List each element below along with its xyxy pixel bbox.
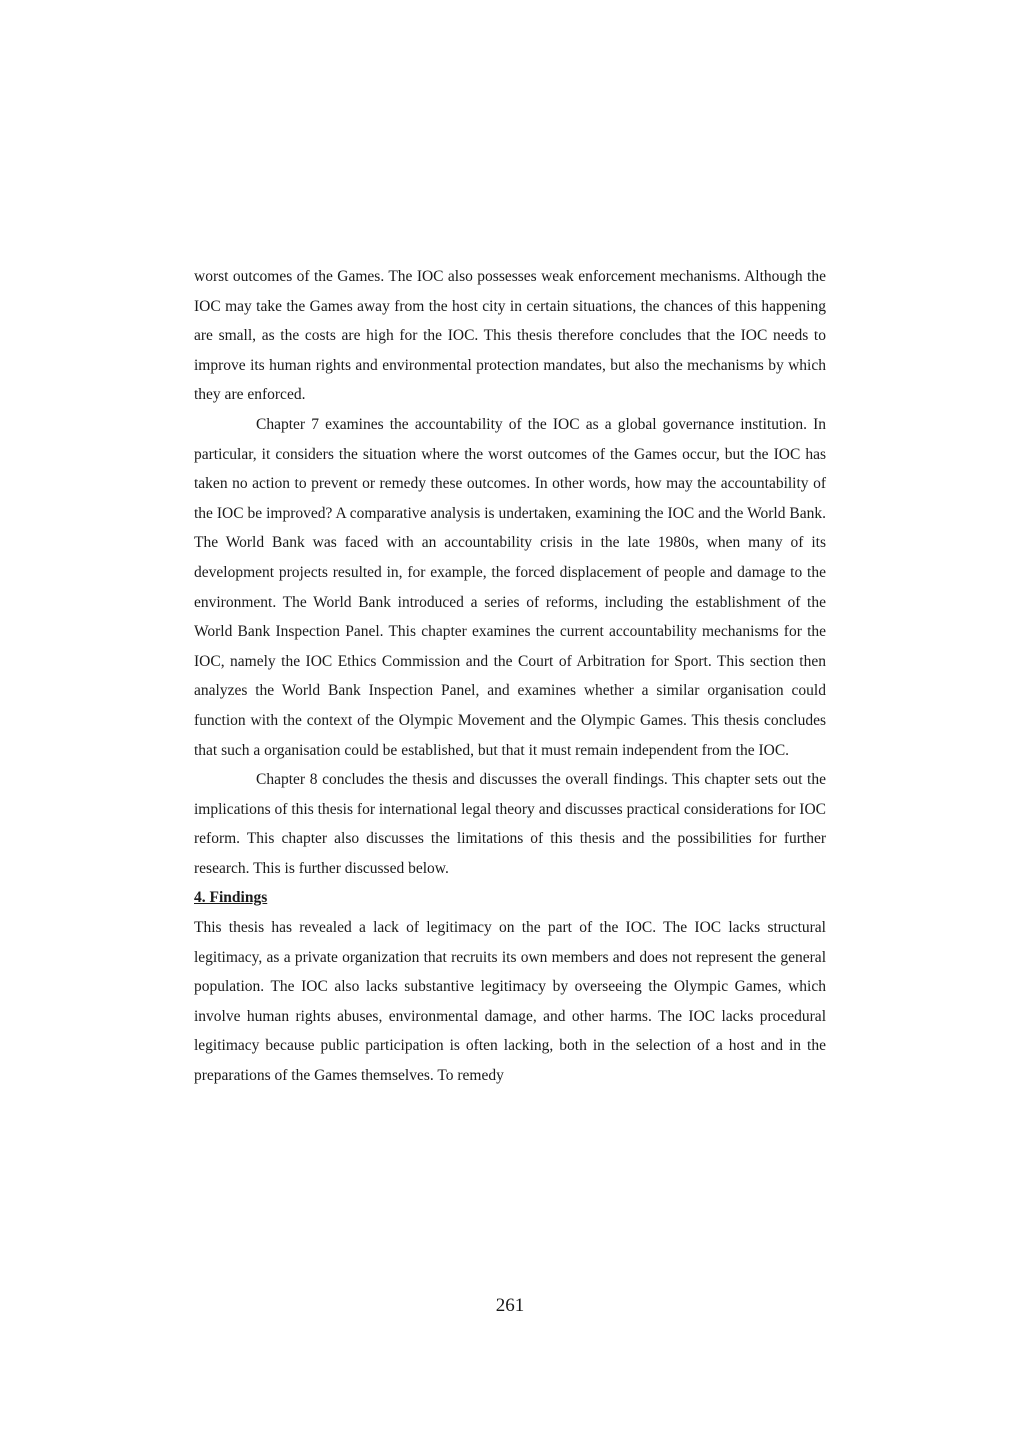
paragraph-enforcement: worst outcomes of the Games. The IOC also possesses weak enforcement mechanisms. Although the IOC may take the Games away from the host city in certain situations, the chances of this happening are small, as the costs are high for the IOC. This thesis therefore concludes that the IOC needs to improve its human rights and environmental protection mandates, but also the mechanisms by which they are enforced. [194,268,826,404]
paragraph-findings: This thesis has revealed a lack of legitimacy on the part of the IOC. The IOC lacks structural legitimacy, as a private organization that recruits its own members and does not represent the general population. The IOC also lacks substantive legitimacy by overseeing the Olympic Games, which involve human rights abuses, environmental damage, and other harms. The IOC lacks procedural legitimacy because public participation is often lacking, both in the selection of a host and in the preparations of the Games themselves. To remedy [194,919,826,1085]
section-heading-findings: 4. Findings [194,889,268,907]
paragraph-chapter-8: Chapter 8 concludes the thesis and discusses the overall findings. This chapter sets out the implications of this thesis for international legal theory and discusses practical considerations for IOC reform. This chapter also discusses the limitations of this thesis and the possibilities for further research. This is further discussed below. [194,771,826,877]
paragraph-chapter-7: Chapter 7 examines the accountability of the IOC as a global governance institution. In particular, it considers the situation where the worst outcomes of the Games occur, but the IOC has taken no action to prevent or remedy these outcomes. In other words, how may the accountability of the IOC be improved? A comparative analysis is undertaken, examining the IOC and the World Bank. The World Bank was faced with an accountability crisis in the late 1980s, when many of its development projects resulted in, for example, the forced displacement of people and damage to the environment. The World Bank introduced a series of reforms, including the establishment of the World Bank Inspection Panel. This chapter examines the current accountability mechanisms for the IOC, namely the IOC Ethics Commission and the Court of Arbitration for Sport. This section then analyzes the World Bank Inspection Panel, and examines whether a similar organisation could function with the context of the Olympic Movement and the Olympic Games. This thesis concludes that such a organisation could be established, but that it must remain independent from the IOC. [194,415,826,759]
body-text [194,262,826,1091]
page-number: 261 [495,1295,525,1316]
